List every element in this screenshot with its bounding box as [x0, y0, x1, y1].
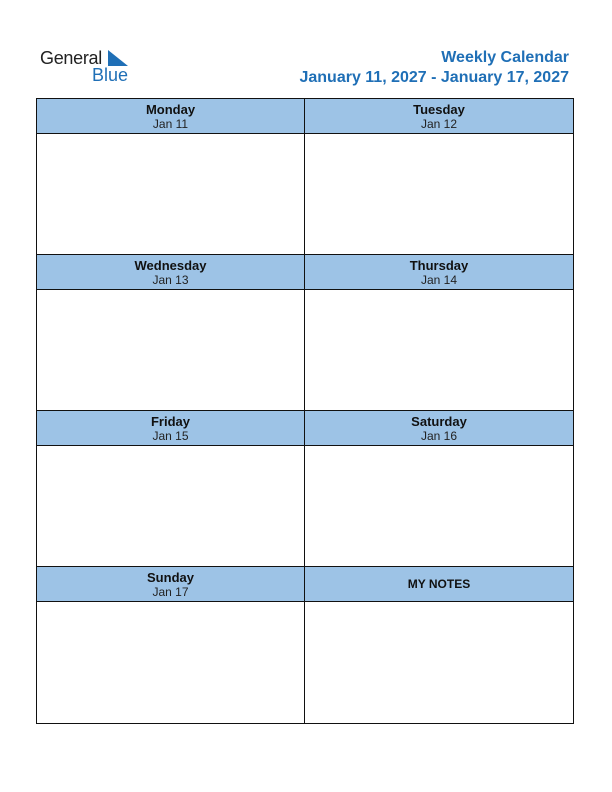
day-name: Tuesday: [413, 101, 465, 117]
day-cell-friday: [37, 411, 305, 567]
day-notes-area[interactable]: [37, 290, 304, 410]
day-notes-area[interactable]: [305, 290, 573, 410]
day-notes-area[interactable]: [37, 602, 304, 723]
title-block: [299, 48, 569, 88]
day-header: [305, 99, 573, 134]
notes-area[interactable]: [305, 602, 573, 723]
day-date: Jan 17: [152, 584, 189, 599]
page-title: Weekly Calendar: [441, 49, 569, 66]
day-header: [305, 411, 573, 446]
day-name: Thursday: [409, 257, 469, 273]
day-date: Jan 11: [152, 116, 189, 131]
day-date: Jan 12: [420, 116, 458, 131]
day-cell-saturday: [305, 411, 573, 567]
logo-triangle-icon: [108, 50, 128, 66]
day-header: [37, 411, 304, 446]
logo-general-text: General: [40, 48, 102, 68]
day-notes-area[interactable]: [37, 134, 304, 254]
calendar-grid: [36, 98, 574, 724]
day-notes-area[interactable]: [305, 134, 573, 254]
notes-label: MY NOTES: [407, 576, 471, 591]
day-name: Wednesday: [134, 257, 207, 273]
day-name: Sunday: [147, 569, 194, 585]
day-cell-thursday: [305, 255, 573, 411]
day-date: Jan 15: [152, 428, 189, 443]
day-header: [37, 567, 304, 602]
day-date: Jan 14: [420, 272, 458, 287]
day-date: Jan 13: [152, 272, 189, 287]
logo: [40, 46, 150, 86]
logo-blue-text: Blue: [92, 65, 129, 85]
day-header: [37, 99, 304, 134]
notes-header: [305, 567, 573, 602]
day-cell-sunday: [37, 567, 305, 723]
day-name: Monday: [145, 101, 196, 117]
day-cell-monday: [37, 99, 305, 255]
day-date: Jan 16: [420, 428, 458, 443]
day-name: Friday: [150, 413, 190, 429]
day-name: Saturday: [411, 413, 467, 429]
notes-cell: [305, 567, 573, 723]
day-notes-area[interactable]: [305, 446, 573, 566]
day-cell-wednesday: [37, 255, 305, 411]
day-notes-area[interactable]: [37, 446, 304, 566]
date-range: January 11, 2027 - January 17, 2027: [299, 69, 569, 86]
day-header: [37, 255, 304, 290]
day-header: [305, 255, 573, 290]
day-cell-tuesday: [305, 99, 573, 255]
